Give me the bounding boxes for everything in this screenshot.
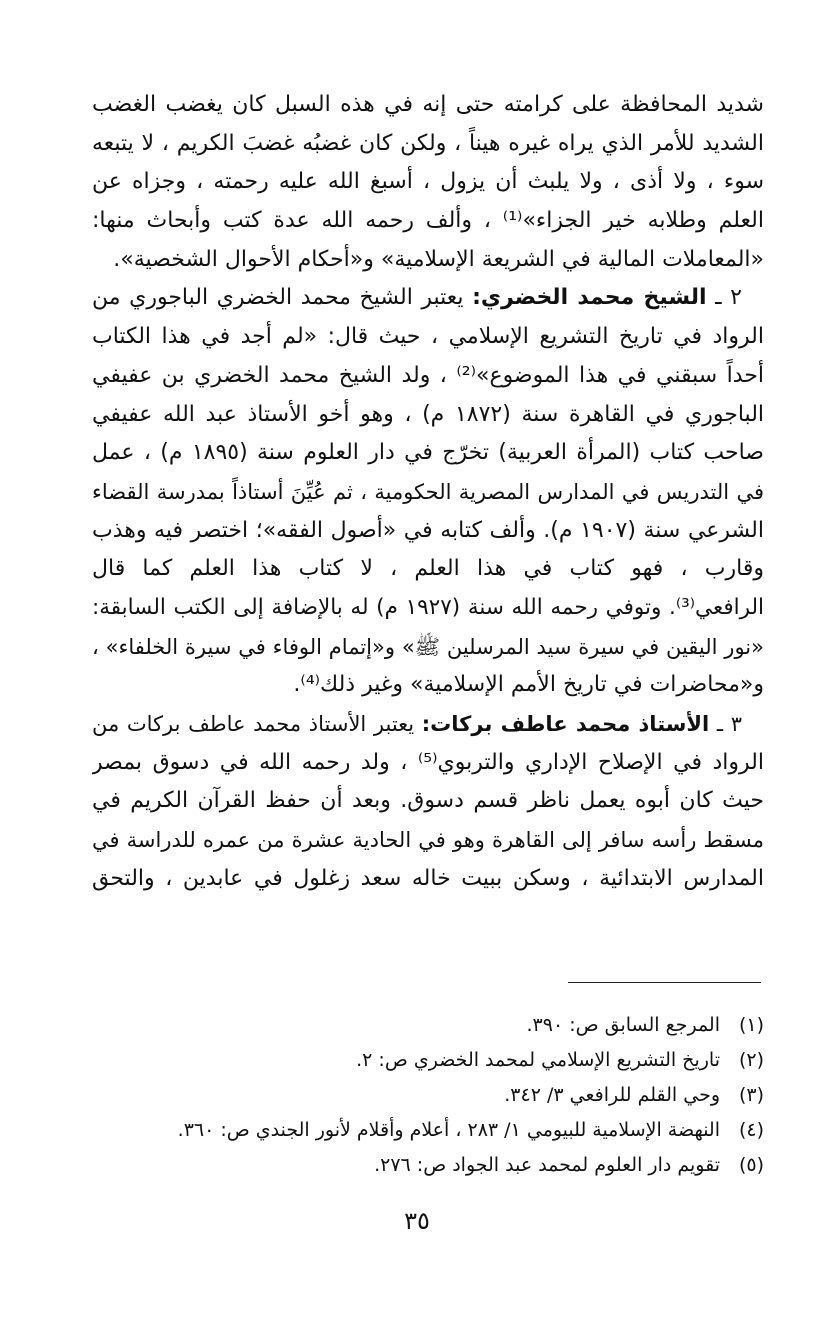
footnote: [70, 1078, 764, 1113]
text-line: حيث كان أبوه يعمل ناظر قسم دسوق. وبعد أن حفظ القرآن الكريم في: [92, 788, 764, 814]
footnote: [70, 1113, 764, 1148]
text-line: الرواد في تاريخ التشريع الإسلامي ، حيث قال: «لم أجد في هذا الكتاب: [92, 324, 764, 350]
text-line: الشرعي سنة (١٩٠٧ م). وألف كتابه في «أصول الفقه»؛ اختصر فيه وهذب: [92, 517, 764, 543]
footnotes: [70, 1008, 764, 1183]
text-line: في التدريس في المدارس المصرية الحكومية ، ثم عُيِّنَ أستاذاً بمدرسة القضاء: [92, 479, 764, 504]
text-line: المدارس الابتدائية ، وسكن ببيت خاله سعد زغلول في عابدين ، والتحق: [92, 865, 764, 891]
footnote-number: (٤): [738, 1119, 764, 1141]
text-line: أحداً سبقني في هذا الموضوع»⁽²⁾ ، ولد الشيخ محمد الخضري بن عفيفي: [92, 362, 764, 388]
footnote-number: (٢): [738, 1049, 764, 1071]
footnote-number: (٥): [738, 1154, 764, 1176]
footnote: [70, 1148, 764, 1183]
text-line: ٣ ـ الأستاذ محمد عاطف بركات: يعتبر الأستاذ محمد عاطف بركات من: [92, 712, 742, 736]
text-line: الرواد في الإصلاح الإداري والتربوي⁽⁵⁾ ، ولد رحمه الله في دسوق بمصر: [92, 749, 764, 775]
section-heading: الأستاذ محمد عاطف بركات:: [421, 712, 710, 736]
footnote-text: النهضة الإسلامية للبيومي ١/ ٢٨٣ ، أعلام وأقلام لأنور الجندي ص: ٣٦٠.: [177, 1119, 720, 1141]
text-line: ٢ ـ الشيخ محمد الخضري: يعتبر الشيخ محمد الخضري الباجوري من: [92, 285, 742, 311]
footnote-separator: [568, 982, 761, 983]
footnote-text: وحي القلم للرافعي ٣/ ٣٤٢.: [504, 1084, 720, 1106]
text-line: سوء ، ولا أذى ، ولا يلبث أن يزول ، أسبغ الله عليه رحمته ، وجزاه عن: [92, 169, 764, 195]
body-text: [92, 86, 764, 898]
text-line: الرافعي⁽³⁾. وتوفي رحمه الله سنة (١٩٢٧ م) له بالإضافة إلى الكتب السابقة:: [92, 594, 764, 620]
footnote: [70, 1043, 764, 1078]
text-line: «نور اليقين في سيرة سيد المرسلين ﷺ» و«إتمام الوفاء في سيرة الخلفاء» ،: [92, 634, 764, 659]
text-line: «المعاملات المالية في الشريعة الإسلامية» و«أحكام الأحوال الشخصية».: [113, 246, 764, 272]
footnote-text: المرجع السابق ص: ٣٩٠.: [526, 1014, 720, 1036]
footnote-text: تقويم دار العلوم لمحمد عبد الجواد ص: ٢٧٦.: [374, 1154, 720, 1176]
text-line: صاحب كتاب (المرأة العربية) تخرّج في دار العلوم سنة (١٨٩٥ م) ، عمل: [92, 440, 764, 466]
text-line: و«محاضرات في تاريخ الأمم الإسلامية» وغير ذلك⁽⁴⁾.: [293, 672, 764, 698]
page-number: ٣٥: [404, 1207, 430, 1235]
text-line: الباجوري في القاهرة سنة (١٨٧٢ م) ، وهو أخو الأستاذ عبد الله عفيفي: [92, 401, 764, 427]
text-line: مسقط رأسه سافر إلى القاهرة وهو في الحادية عشرة من عمره للدراسة في: [92, 828, 764, 853]
footnote-text: تاريخ التشريع الإسلامي لمحمد الخضري ص: ٢.: [356, 1049, 720, 1071]
text-line: وقارب ، فهو كتاب في هذا العلم ، لا كتاب هذا العلم كما قال: [92, 556, 764, 582]
text-line: شديد المحافظة على كرامته حتى إنه في هذه السبل كان يغضب الغضب: [92, 92, 764, 117]
footnote-number: (١): [738, 1014, 764, 1036]
footnote: [70, 1008, 764, 1043]
text-line: الشديد للأمر الذي يراه غيره هيناً ، ولكن كان غضبُه غضبَ الكريم ، لا يتبعه: [92, 130, 764, 156]
text-line: العلم وطلابه خير الجزاء»⁽¹⁾ ، وألف رحمه الله عدة كتب وأبحاث منها:: [92, 208, 764, 234]
section-heading: الشيخ محمد الخضري:: [472, 285, 707, 311]
footnote-number: (٣): [738, 1084, 764, 1106]
